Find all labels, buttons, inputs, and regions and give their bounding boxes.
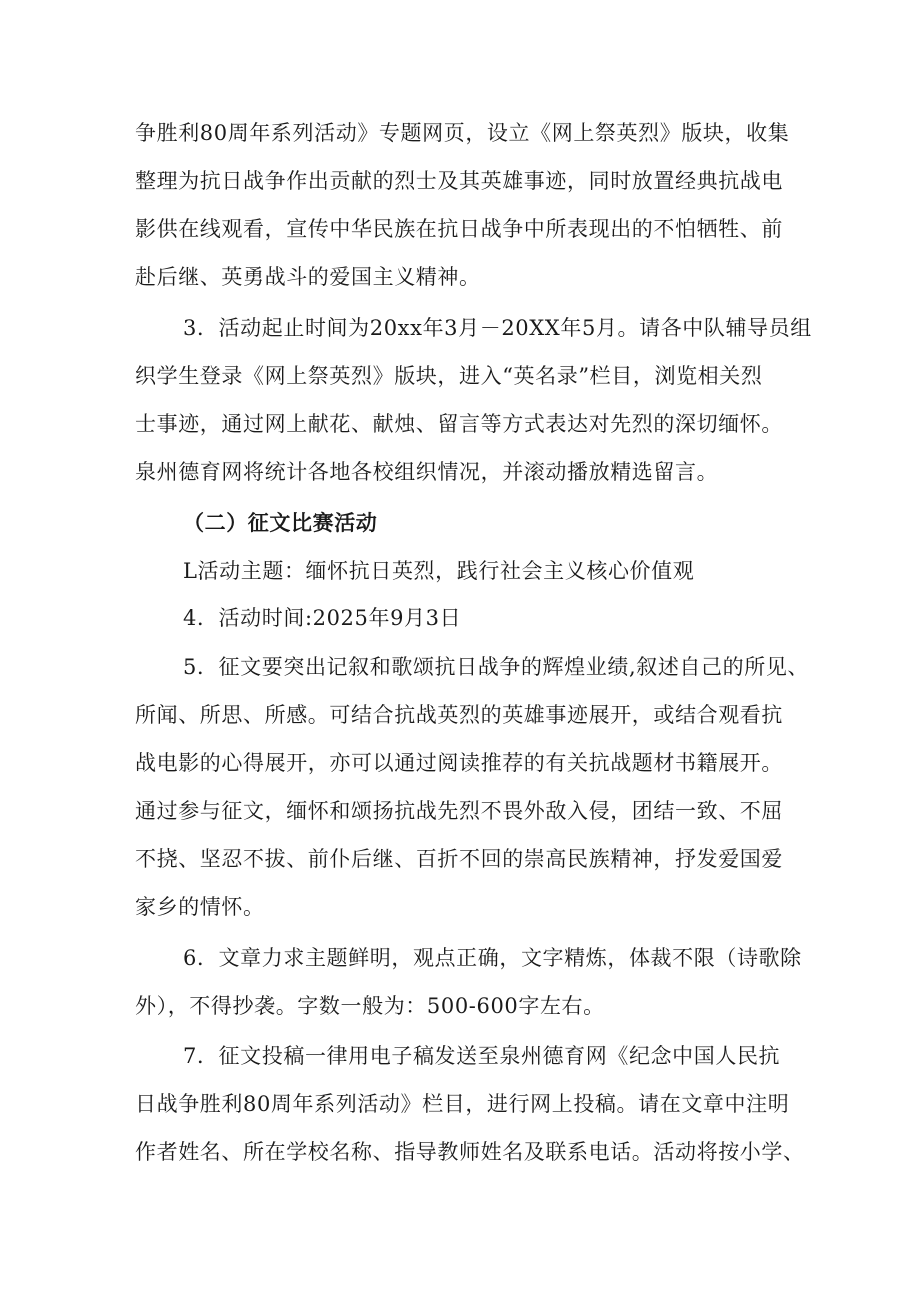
- item-5-line-1: 5．征文要突出记叙和歌颂抗日战争的辉煌业绩,叙述自己的所见、: [183, 655, 810, 679]
- item-3-line-1: 3．活动起止时间为20xx年3月－20XX年5月。请各中队辅导员组: [183, 316, 812, 340]
- item-3-line-2: 织学生登录《网上祭英烈》版块，进入“英名录”栏目，浏览相关烈: [135, 364, 763, 388]
- item-5-line-2: 所闻、所思、所感。可结合抗战英烈的英雄事迹展开，或结合观看抗: [135, 703, 783, 727]
- item-7-line-2: 日战争胜利80周年系列活动》栏目，进行网上投稿。请在文章中注明: [135, 1092, 790, 1116]
- item-3-line-3: 士事迹，通过网上献花、献烛、留言等方式表达对先烈的深切缅怀。: [135, 412, 783, 436]
- text-line-4: 赴后继、英勇战斗的爱国主义精神。: [135, 265, 481, 289]
- text-line-1: 争胜利80周年系列活动》专题网页，设立《网上祭英烈》版块，收集: [135, 121, 790, 145]
- item-6-line-1: 6．文章力求主题鲜明，观点正确，文字精炼，体裁不限（诗歌除: [183, 946, 802, 970]
- text-line-2: 整理为抗日战争作出贡献的烈士及其英雄事迹，同时放置经典抗战电: [135, 169, 783, 193]
- item-3-line-4: 泉州德育网将统计各地各校组织情况，并滚动播放精选留言。: [135, 460, 719, 484]
- activity-time: 4．活动时间:2025年9月3日: [183, 606, 462, 630]
- section-heading: （二）征文比赛活动: [183, 510, 378, 535]
- item-5-line-6: 家乡的情怀。: [135, 895, 265, 919]
- item-6-line-2: 外），不得抄袭。字数一般为：500-600字左右。: [135, 994, 605, 1018]
- item-5-line-5: 不挠、坚忍不拔、前仆后继、百折不回的崇高民族精神，抒发爱国爱: [135, 847, 783, 871]
- activity-theme: L活动主题：缅怀抗日英烈，践行社会主义核心价值观: [183, 559, 695, 583]
- text-line-3: 影供在线观看，宣传中华民族在抗日战争中所表现出的不怕牺牲、前: [135, 217, 783, 241]
- item-5-line-4: 通过参与征文，缅怀和颂扬抗战先烈不畏外敌入侵，团结一致、不屈: [135, 799, 783, 823]
- item-7-line-1: 7．征文投稿一律用电子稿发送至泉州德育网《纪念中国人民抗: [183, 1044, 781, 1068]
- item-5-line-3: 战电影的心得展开，亦可以通过阅读推荐的有关抗战题材书籍展开。: [135, 751, 783, 775]
- item-7-line-3: 作者姓名、所在学校名称、指导教师姓名及联系电话。活动将按小学、: [135, 1140, 805, 1164]
